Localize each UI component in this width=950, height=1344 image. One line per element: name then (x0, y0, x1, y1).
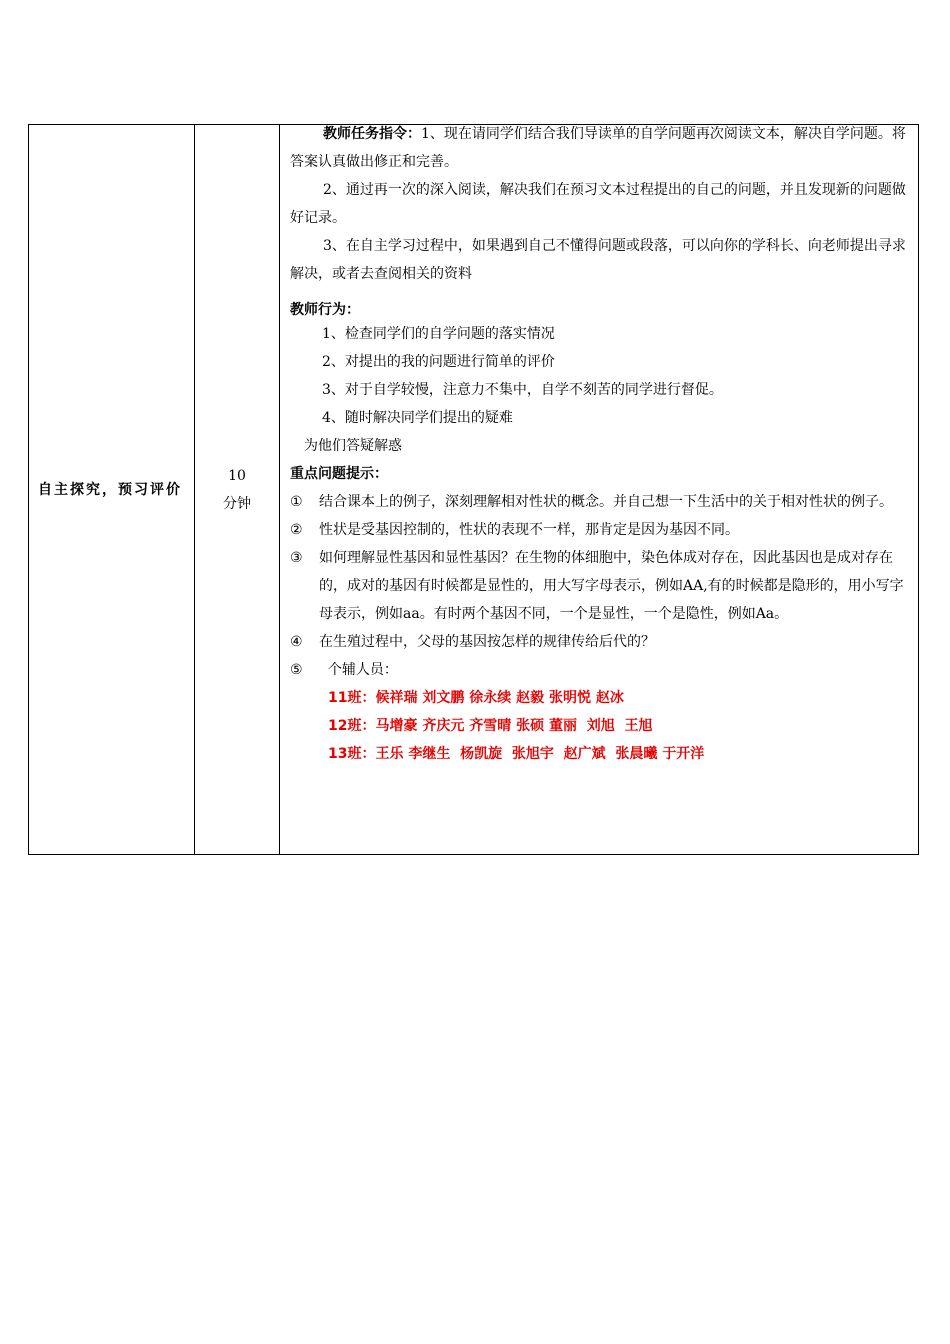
time-amount: 10 (228, 467, 246, 484)
hint-number: ⑤ (290, 662, 303, 678)
list-item (290, 544, 906, 628)
hint-text: 个辅人员： (319, 662, 398, 678)
table-row (29, 125, 919, 855)
behavior-item: 1、检查同学们的自学问题的落实情况 (322, 326, 555, 342)
hints-list (290, 488, 906, 684)
list-item (290, 516, 906, 544)
behavior-item: 为他们答疑解惑 (304, 438, 402, 454)
time-cell (195, 125, 280, 855)
task-item-2: 2、通过再一次的深入阅读，解决我们在预习文本过程提出的自己的问题，并且发现新的问题做好记录。 (290, 182, 906, 226)
class-helper-list (328, 684, 906, 768)
task-heading: 教师任务指令： (323, 126, 421, 142)
task-item-1: 教师任务指令：1、现在请同学们结合我们导读单的自学问题再次阅读文本，解决自学问题。将答案认真做出修正和完善。 (290, 126, 906, 170)
behavior-item: 4、随时解决同学们提出的疑难 (322, 410, 513, 426)
list-item (290, 488, 906, 516)
hint-text: 性状是受基因控制的，性状的表现不一样，那肯定是因为基因不同。 (319, 522, 739, 538)
class-helper-row: 12班：马增豪 齐庆元 齐雪晴 张硕 董丽 刘旭 王旭 (328, 718, 653, 734)
hint-text: 在生殖过程中，父母的基因按怎样的规律传给后代的？ (319, 634, 655, 650)
list-item (290, 628, 906, 656)
hint-number: ① (290, 494, 303, 510)
stage-cell (29, 125, 195, 855)
hint-number: ③ (290, 550, 303, 566)
hint-number: ② (290, 522, 303, 538)
class-helper-row: 13班：王乐 李继生 杨凯旋 张旭宇 赵广斌 张晨曦 于开洋 (328, 746, 705, 762)
time-unit: 分钟 (223, 495, 251, 512)
lesson-plan-table (28, 124, 919, 855)
task-item-3: 3、在自主学习过程中，如果遇到自己不懂得问题或段落，可以向你的学科长、向老师提出寻求解决，或者去查阅相关的资料 (290, 238, 906, 282)
behavior-item: 2、对提出的我的问题进行简单的评价 (322, 354, 555, 370)
hint-text: 结合课本上的例子，深刻理解相对性状的概念。并自己想一下生活中的关于相对性状的例子。 (319, 494, 893, 510)
list-item (290, 656, 906, 684)
class-helper-row: 11班：候祥瑞 刘文鹏 徐永续 赵毅 张明悦 赵冰 (328, 690, 624, 706)
content-cell (280, 125, 919, 855)
behavior-item: 3、对于自学较慢，注意力不集中，自学不刻苦的同学进行督促。 (322, 382, 723, 398)
hint-number: ④ (290, 634, 303, 650)
hint-text: 如何理解显性基因和显性基因？在生物的体细胞中，染色体成对存在，因此基因也是成对存在的，成对的基因有时候都是显性的，用大写字母表示，例如AA,有的时候都是隐形的，用小写字母表示，例如aa。有时两个基因不同，一个是显性，一个是隐性，例如Aa。 (319, 550, 904, 622)
hints-heading: 重点问题提示： (290, 466, 388, 482)
behavior-heading: 教师行为： (290, 302, 360, 318)
stage-label: 自主探究，预习评价 (38, 481, 182, 498)
